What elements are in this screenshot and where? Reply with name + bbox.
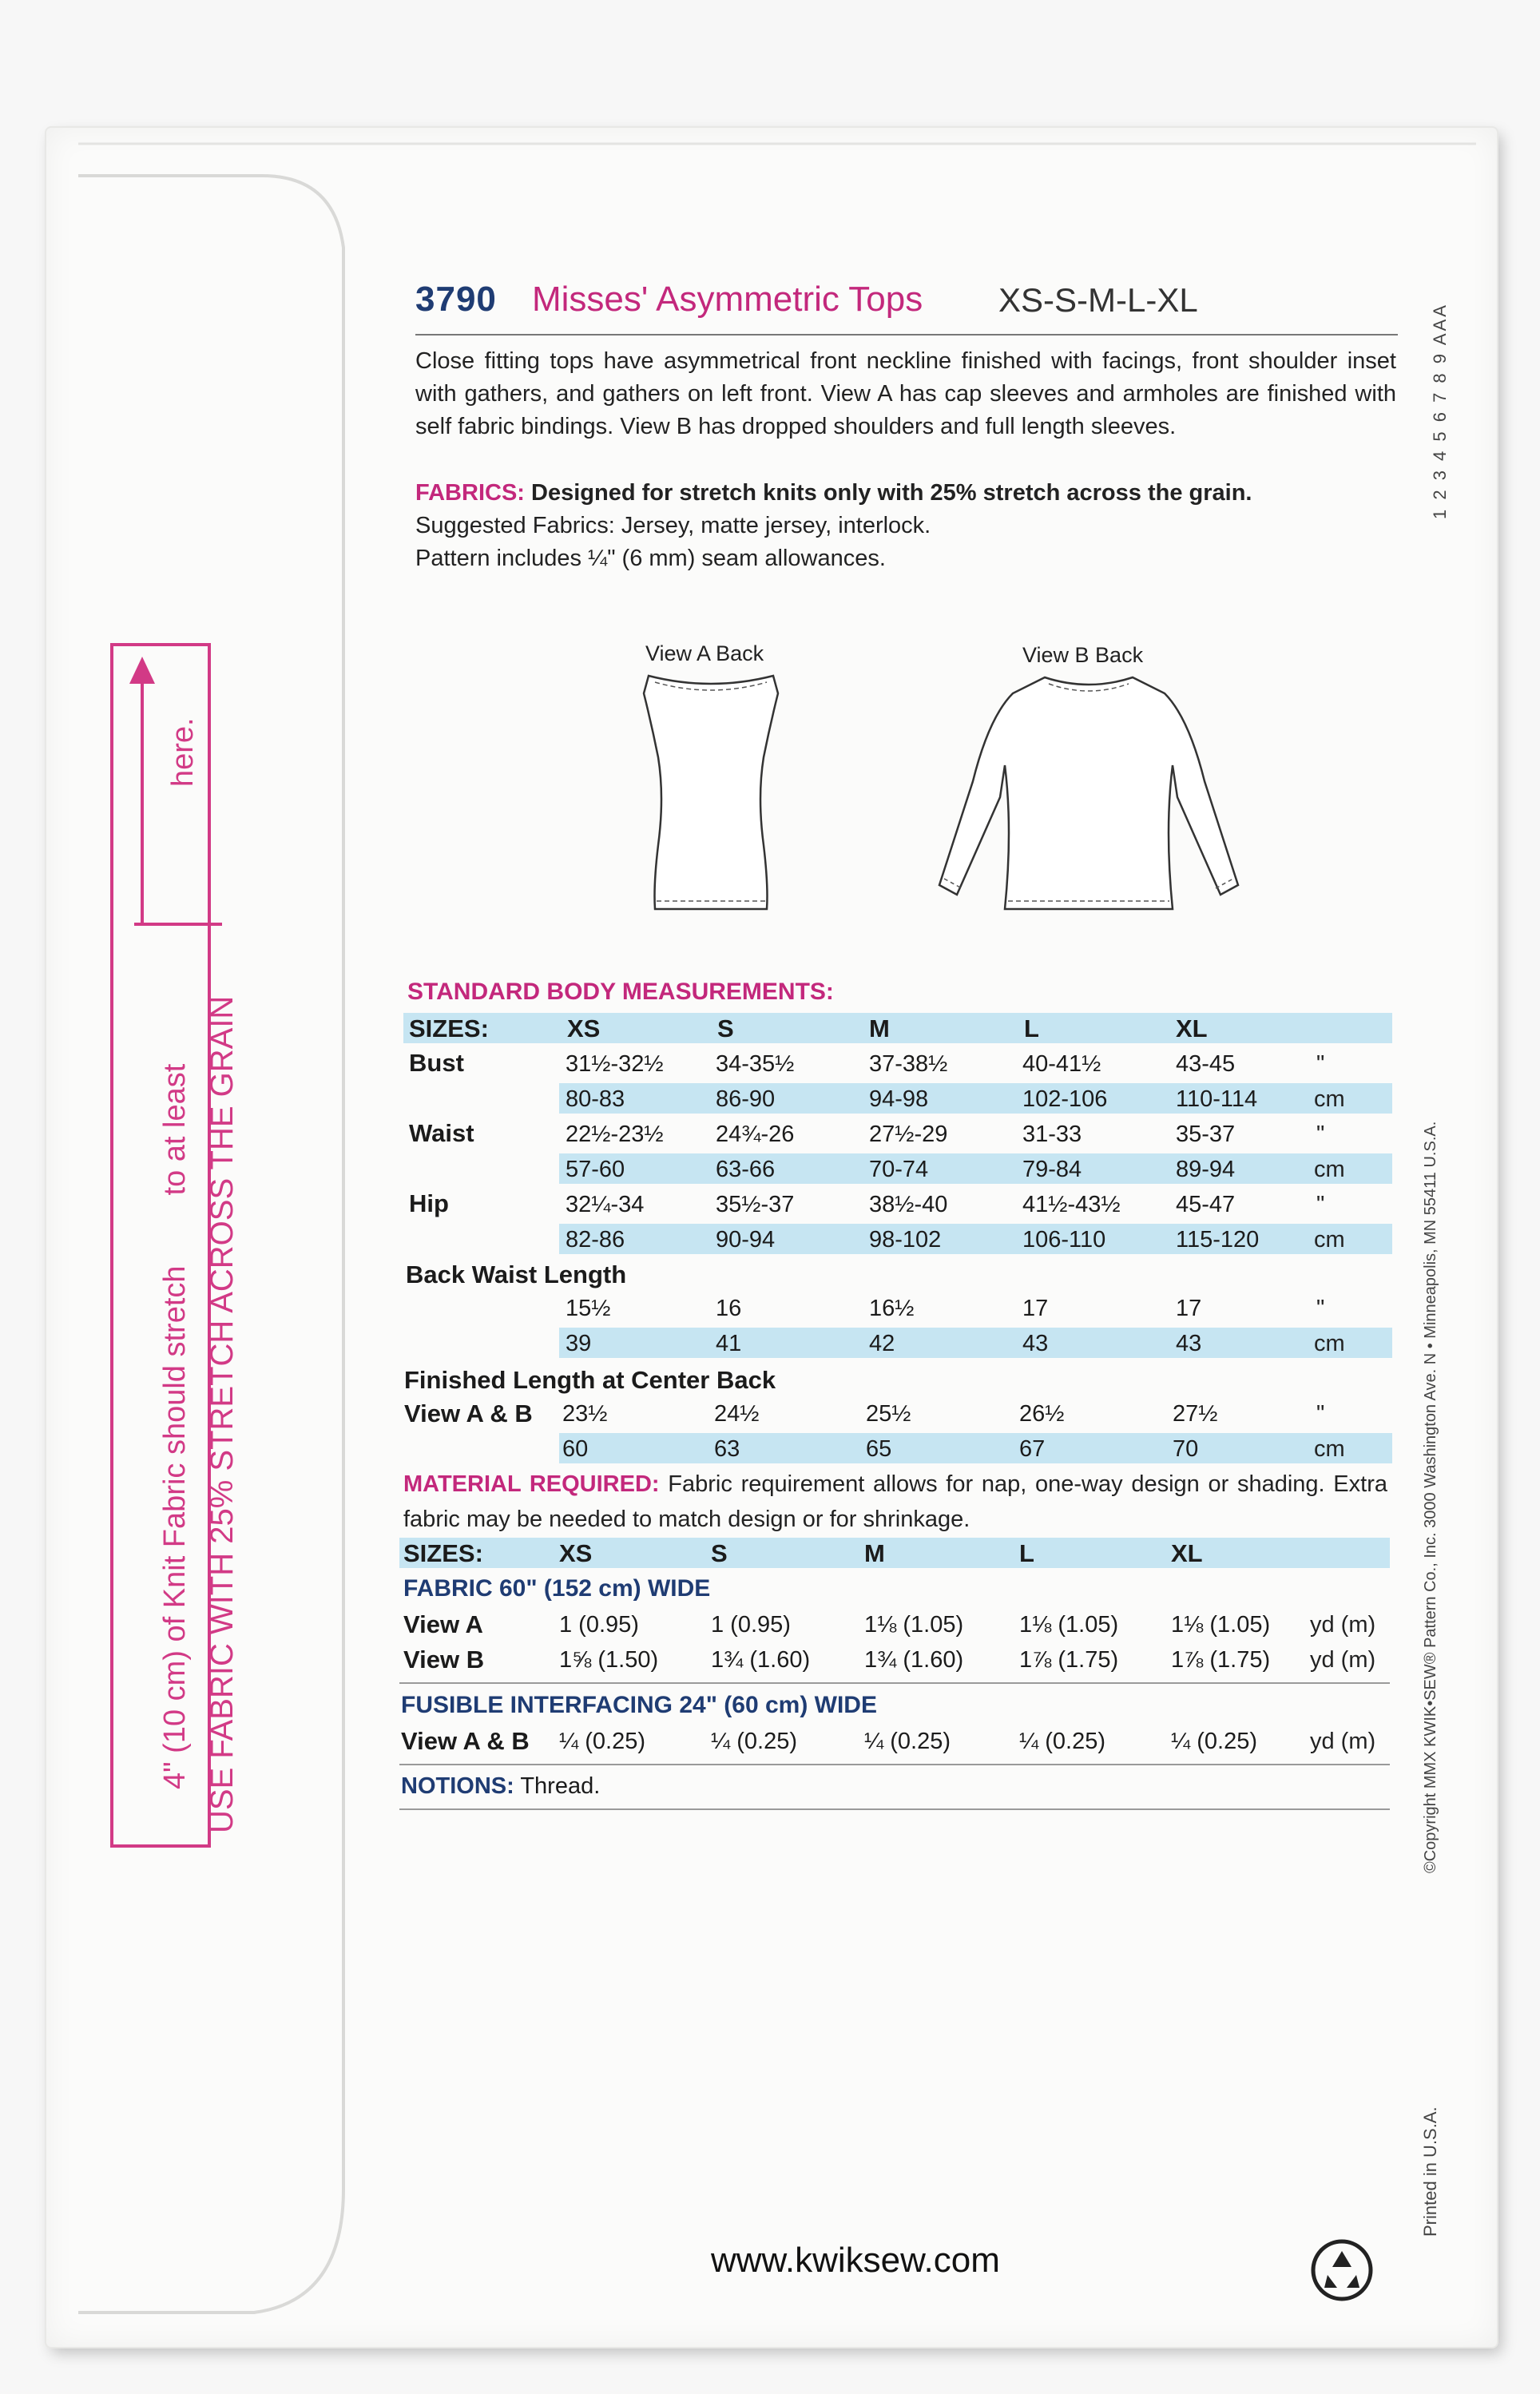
waist-in-xs: 22½-23½ — [566, 1122, 664, 1147]
fabrics-label: FABRICS: — [415, 480, 525, 506]
view-b-yd-xl: 1⅞ (1.75) — [1171, 1647, 1271, 1673]
back-waist-cm-unit: cm — [1314, 1331, 1345, 1356]
material-size-l: L — [1019, 1539, 1034, 1567]
finished-cm-s: 63 — [714, 1436, 740, 1462]
back-waist-in-s: 16 — [716, 1296, 742, 1321]
view-a-label: View A Back — [645, 641, 764, 665]
interfacing-s: ¼ (0.25) — [711, 1729, 797, 1754]
waist-cm-xs: 57-60 — [566, 1157, 625, 1182]
waist-cm-m: 70-74 — [869, 1157, 929, 1182]
hip-cm-unit: cm — [1314, 1227, 1345, 1253]
bust-inch-unit: " — [1316, 1051, 1325, 1077]
hip-cm-s: 90-94 — [716, 1227, 776, 1253]
view-a-yd-xs: 1 (0.95) — [559, 1612, 639, 1638]
bust-in-l: 40-41½ — [1022, 1051, 1101, 1077]
view-a-back-sketch — [623, 669, 799, 917]
bust-cm-m: 94-98 — [869, 1086, 929, 1112]
view-b-unit: yd (m) — [1310, 1647, 1376, 1673]
bust-label: Bust — [409, 1049, 464, 1077]
view-b-yd-s: 1¾ (1.60) — [711, 1647, 811, 1673]
pattern-title — [415, 280, 1398, 335]
waist-cm-l: 79-84 — [1022, 1157, 1082, 1182]
gauge-arrow-shaft — [141, 663, 144, 923]
finished-cm-band — [559, 1433, 1392, 1463]
bust-cm-band — [559, 1083, 1392, 1114]
printed-in: Printed in U.S.A. — [1420, 2106, 1440, 2237]
waist-in-l: 31-33 — [1022, 1122, 1082, 1147]
size-xl: XL — [1176, 1014, 1208, 1042]
bust-cm-s: 86-90 — [716, 1086, 776, 1112]
hip-in-s: 35½-37 — [716, 1192, 795, 1217]
material-sizes-band — [399, 1538, 1390, 1568]
back-waist-cm-s: 41 — [716, 1331, 742, 1356]
back-waist-cm-m: 42 — [869, 1331, 895, 1356]
notions-divider — [399, 1764, 1390, 1765]
view-a-yd-s: 1 (0.95) — [711, 1612, 791, 1638]
back-waist-cm-band — [559, 1328, 1392, 1358]
hip-cm-l: 106-110 — [1022, 1227, 1106, 1253]
pattern-description: Close fitting tops have asymmetrical front neckline finished with facings, front shoulder inset with gathers, and gathers on left front. View A has cap sleeves and armholes are finished with self fabric bindings. View B has dropped shoulders and full length sleeves. — [415, 348, 1396, 439]
view-b-yd-l: 1⅞ (1.75) — [1019, 1647, 1119, 1673]
notions-label: NOTIONS: — [401, 1773, 514, 1799]
material-size-m: M — [864, 1539, 885, 1567]
bust-cm-xl: 110-114 — [1176, 1086, 1258, 1112]
size-xs: XS — [567, 1014, 601, 1042]
gauge-divider — [134, 923, 222, 926]
back-waist-in-xl: 17 — [1176, 1296, 1202, 1321]
view-b-yd-m: 1¾ (1.60) — [864, 1647, 964, 1673]
interfacing-view-label: View A & B — [401, 1727, 530, 1755]
waist-in-xl: 35-37 — [1176, 1122, 1236, 1147]
view-b-yardage-label: View B — [403, 1646, 485, 1673]
hip-in-xl: 45-47 — [1176, 1192, 1236, 1217]
hip-in-l: 41½-43½ — [1022, 1192, 1121, 1217]
material-sizes-label: SIZES: — [403, 1539, 483, 1567]
hip-cm-xl: 115-120 — [1176, 1227, 1260, 1253]
hip-label: Hip — [409, 1189, 449, 1217]
waist-inch-unit: " — [1316, 1122, 1325, 1147]
back-waist-in-m: 16½ — [869, 1296, 915, 1321]
back-waist-inch-unit: " — [1316, 1296, 1325, 1321]
pattern-number: 3790 — [415, 280, 497, 319]
interfacing-l: ¼ (0.25) — [1019, 1729, 1105, 1754]
finished-in-xl: 27½ — [1173, 1401, 1218, 1427]
finished-in-xs: 23½ — [562, 1401, 608, 1427]
finished-cm-l: 67 — [1019, 1436, 1046, 1462]
material-label: MATERIAL REQUIRED: — [403, 1471, 660, 1497]
view-a-yardage-label: View A — [403, 1610, 483, 1638]
copyright-line: ©Copyright MMX KWIK•SEW® Pattern Co., Inc. 3000 Washington Ave. N • Minneapolis, MN 55411 U.S.A. — [1422, 1121, 1439, 1873]
view-a-yd-l: 1⅛ (1.05) — [1019, 1612, 1119, 1638]
hip-in-xs: 32¼-34 — [566, 1192, 645, 1217]
waist-cm-s: 63-66 — [716, 1157, 776, 1182]
finished-inch-unit: " — [1316, 1401, 1325, 1427]
material-size-xl: XL — [1171, 1539, 1203, 1567]
size-s: S — [717, 1014, 734, 1042]
finished-cm-unit: cm — [1314, 1436, 1345, 1462]
view-a-unit: yd (m) — [1310, 1612, 1376, 1638]
hip-cm-m: 98-102 — [869, 1227, 942, 1253]
interfacing-divider — [399, 1682, 1390, 1684]
size-l: L — [1024, 1014, 1039, 1042]
waist-cm-xl: 89-94 — [1176, 1157, 1236, 1182]
waist-cm-band — [559, 1153, 1392, 1184]
material-size-xs: XS — [559, 1539, 593, 1567]
hip-cm-band — [559, 1224, 1392, 1254]
bust-in-xs: 31½-32½ — [566, 1051, 664, 1077]
bust-in-m: 37-38½ — [869, 1051, 948, 1077]
finished-cm-xl: 70 — [1173, 1436, 1199, 1462]
bust-in-s: 34-35½ — [716, 1051, 795, 1077]
notions-line — [401, 1773, 600, 1800]
sizes-label: SIZES: — [409, 1014, 489, 1042]
gauge-text-line1 — [158, 1064, 192, 1789]
finished-length-label: Finished Length at Center Back — [404, 1366, 776, 1394]
interfacing-xs: ¼ (0.25) — [559, 1729, 645, 1754]
back-waist-in-l: 17 — [1022, 1296, 1049, 1321]
hip-inch-unit: " — [1316, 1192, 1325, 1217]
waist-in-m: 27½-29 — [869, 1122, 948, 1147]
recycle-icon — [1310, 2238, 1374, 2302]
view-a-yd-xl: 1⅛ (1.05) — [1171, 1612, 1271, 1638]
fabric-width-title: FABRIC 60" (152 cm) WIDE — [403, 1575, 711, 1602]
back-waist-label: Back Waist Length — [406, 1261, 627, 1288]
notions-bottom-rule — [399, 1808, 1390, 1810]
waist-in-s: 24¾-26 — [716, 1122, 795, 1147]
material-size-s: S — [711, 1539, 728, 1567]
size-m: M — [869, 1014, 890, 1042]
gauge-line1-a: 4" (10 cm) of Knit Fabric should stretch — [158, 1265, 192, 1789]
material-required — [403, 1467, 1387, 1537]
waist-cm-unit: cm — [1314, 1157, 1345, 1182]
interfacing-m: ¼ (0.25) — [864, 1729, 951, 1754]
notions-text: Thread. — [520, 1773, 601, 1799]
interfacing-unit: yd (m) — [1310, 1729, 1376, 1754]
bust-cm-unit: cm — [1314, 1086, 1345, 1112]
print-code: 1 2 3 4 5 6 7 8 9 AAA — [1430, 303, 1450, 519]
bust-cm-xs: 80-83 — [566, 1086, 625, 1112]
gauge-line1-b: to at least — [158, 1063, 192, 1196]
back-waist-cm-xl: 43 — [1176, 1331, 1202, 1356]
back-waist-in-xs: 15½ — [566, 1296, 611, 1321]
arrow-up-icon — [128, 655, 157, 695]
fabrics-section — [415, 477, 1396, 575]
material-text: Fabric requirement allows for nap, one-way design or shading. Extra fabric may be needed to match design or for shrinkage. — [403, 1471, 1387, 1532]
seam-allowance: Pattern includes ¼" (6 mm) seam allowances. — [415, 546, 886, 571]
finished-view-label: View A & B — [404, 1399, 533, 1427]
fabrics-main: Designed for stretch knits only with 25% stretch across the grain. — [531, 480, 1252, 506]
gauge-here: here. — [166, 717, 200, 787]
view-b-yd-xs: 1⅝ (1.50) — [559, 1647, 659, 1673]
pattern-name: Misses' Asymmetric Tops — [532, 280, 923, 319]
hip-in-m: 38½-40 — [869, 1192, 948, 1217]
interfacing-title: FUSIBLE INTERFACING 24" (60 cm) WIDE — [401, 1692, 877, 1718]
measurements-title: STANDARD BODY MEASUREMENTS: — [407, 979, 834, 1005]
interfacing-xl: ¼ (0.25) — [1171, 1729, 1257, 1754]
finished-in-s: 24½ — [714, 1401, 760, 1427]
finished-cm-m: 65 — [866, 1436, 892, 1462]
finished-cm-xs: 60 — [562, 1436, 589, 1462]
size-range: XS-S-M-L-XL — [998, 281, 1198, 319]
finished-in-l: 26½ — [1019, 1401, 1065, 1427]
view-b-label: View B Back — [1022, 643, 1144, 667]
bust-in-xl: 43-45 — [1176, 1051, 1236, 1077]
back-waist-cm-l: 43 — [1022, 1331, 1049, 1356]
sizes-header-band — [403, 1013, 1392, 1043]
waist-label: Waist — [409, 1119, 474, 1147]
back-waist-cm-xs: 39 — [566, 1331, 592, 1356]
view-a-yd-m: 1⅛ (1.05) — [864, 1612, 964, 1638]
view-b-back-sketch — [933, 669, 1244, 917]
website-link[interactable]: www.kwiksew.com — [711, 2241, 1000, 2280]
bust-cm-l: 102-106 — [1022, 1086, 1108, 1112]
gauge-text-line2: USE FABRIC WITH 25% STRETCH ACROSS THE GRAIN — [204, 995, 240, 1833]
hip-cm-xs: 82-86 — [566, 1227, 625, 1253]
fabrics-suggested: Suggested Fabrics: Jersey, matte jersey, interlock. — [415, 513, 931, 538]
finished-in-m: 25½ — [866, 1401, 911, 1427]
